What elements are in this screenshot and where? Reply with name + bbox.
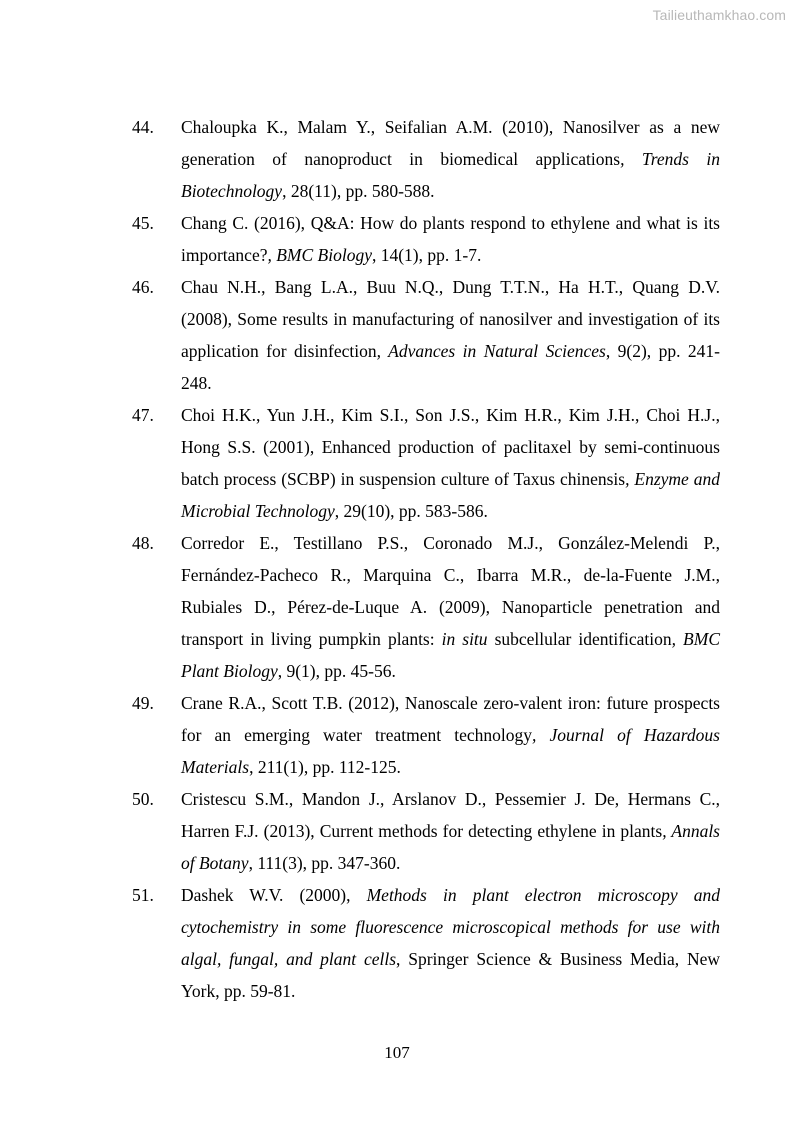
journal-title: BMC Biology	[276, 245, 372, 265]
reference-text: Corredor E., Testillano P.S., Coronado M.J., González-Melendi P., Fernández-Pacheco R., Marquina C., Ibarra M.R., de-la-Fuente J.M., Rubiales D., Pérez-de-Luque A. (2009), Nanoparticle penetration and transport in living pumpkin plants: in situ subcellular identification, BMC Plant Biology, 9(1), pp. 45-56.	[181, 533, 720, 681]
reference-item	[132, 399, 720, 527]
reference-item	[132, 271, 720, 399]
reference-list	[132, 111, 720, 1007]
journal-title: Advances in Natural Sciences	[388, 341, 606, 361]
reference-item	[132, 687, 720, 783]
journal-title: Annals of Botany	[181, 821, 720, 873]
book-title: Methods in plant electron microscopy and cytochemistry in some fluorescence microscopical methods for use with algal, fungal, and plant cells	[181, 885, 720, 969]
reference-item	[132, 783, 720, 879]
reference-text: Chang C. (2016), Q&A: How do plants respond to ethylene and what is its importance?, BMC Biology, 14(1), pp. 1-7.	[181, 213, 720, 265]
reference-item	[132, 879, 720, 1007]
journal-title: BMC Plant Biology	[181, 629, 720, 681]
reference-number: 49.	[132, 693, 154, 713]
reference-item	[132, 207, 720, 271]
reference-number: 46.	[132, 277, 154, 297]
reference-text: Crane R.A., Scott T.B. (2012), Nanoscale zero-valent iron: future prospects for an emerging water treatment technology, Journal of Hazardous Materials, 211(1), pp. 112-125.	[181, 693, 720, 777]
reference-text: Cristescu S.M., Mandon J., Arslanov D., Pessemier J. De, Hermans C., Harren F.J. (2013), Current methods for detecting ethylene in plants, Annals of Botany, 111(3), pp. 347-360.	[181, 789, 720, 873]
reference-text: Chau N.H., Bang L.A., Buu N.Q., Dung T.T.N., Ha H.T., Quang D.V. (2008), Some results in manufacturing of nanosilver and investigation of its application for disinfection, Advances in Natural Sciences, 9(2), pp. 241-248.	[181, 277, 720, 393]
reference-number: 50.	[132, 789, 154, 809]
watermark: Tailieuthamkhao.com	[652, 7, 786, 23]
reference-number: 44.	[132, 117, 154, 137]
reference-number: 51.	[132, 885, 154, 905]
reference-number: 47.	[132, 405, 154, 425]
reference-text: Dashek W.V. (2000), Methods in plant electron microscopy and cytochemistry in some fluorescence microscopical methods for use with algal, fungal, and plant cells, Springer Science & Business Media, New York, pp. 59-81.	[181, 885, 720, 1001]
reference-item	[132, 111, 720, 207]
reference-text: Choi H.K., Yun J.H., Kim S.I., Son J.S., Kim H.R., Kim J.H., Choi H.J., Hong S.S. (2001), Enhanced production of paclitaxel by semi-continuous batch process (SCBP) in suspension culture of Taxus chinensis, Enzyme and Microbial Technology, 29(10), pp. 583-586.	[181, 405, 720, 521]
reference-item	[132, 527, 720, 687]
reference-text: Chaloupka K., Malam Y., Seifalian A.M. (2010), Nanosilver as a new generation of nanoproduct in biomedical applications, Trends in Biotechnology, 28(11), pp. 580-588.	[181, 117, 720, 201]
journal-title: Enzyme and Microbial Technology	[181, 469, 720, 521]
reference-number: 48.	[132, 533, 154, 553]
journal-title: Trends in Biotechnology	[181, 149, 720, 201]
reference-number: 45.	[132, 213, 154, 233]
journal-title: Journal of Hazardous Materials	[181, 725, 720, 777]
page-number: 107	[384, 1043, 410, 1062]
